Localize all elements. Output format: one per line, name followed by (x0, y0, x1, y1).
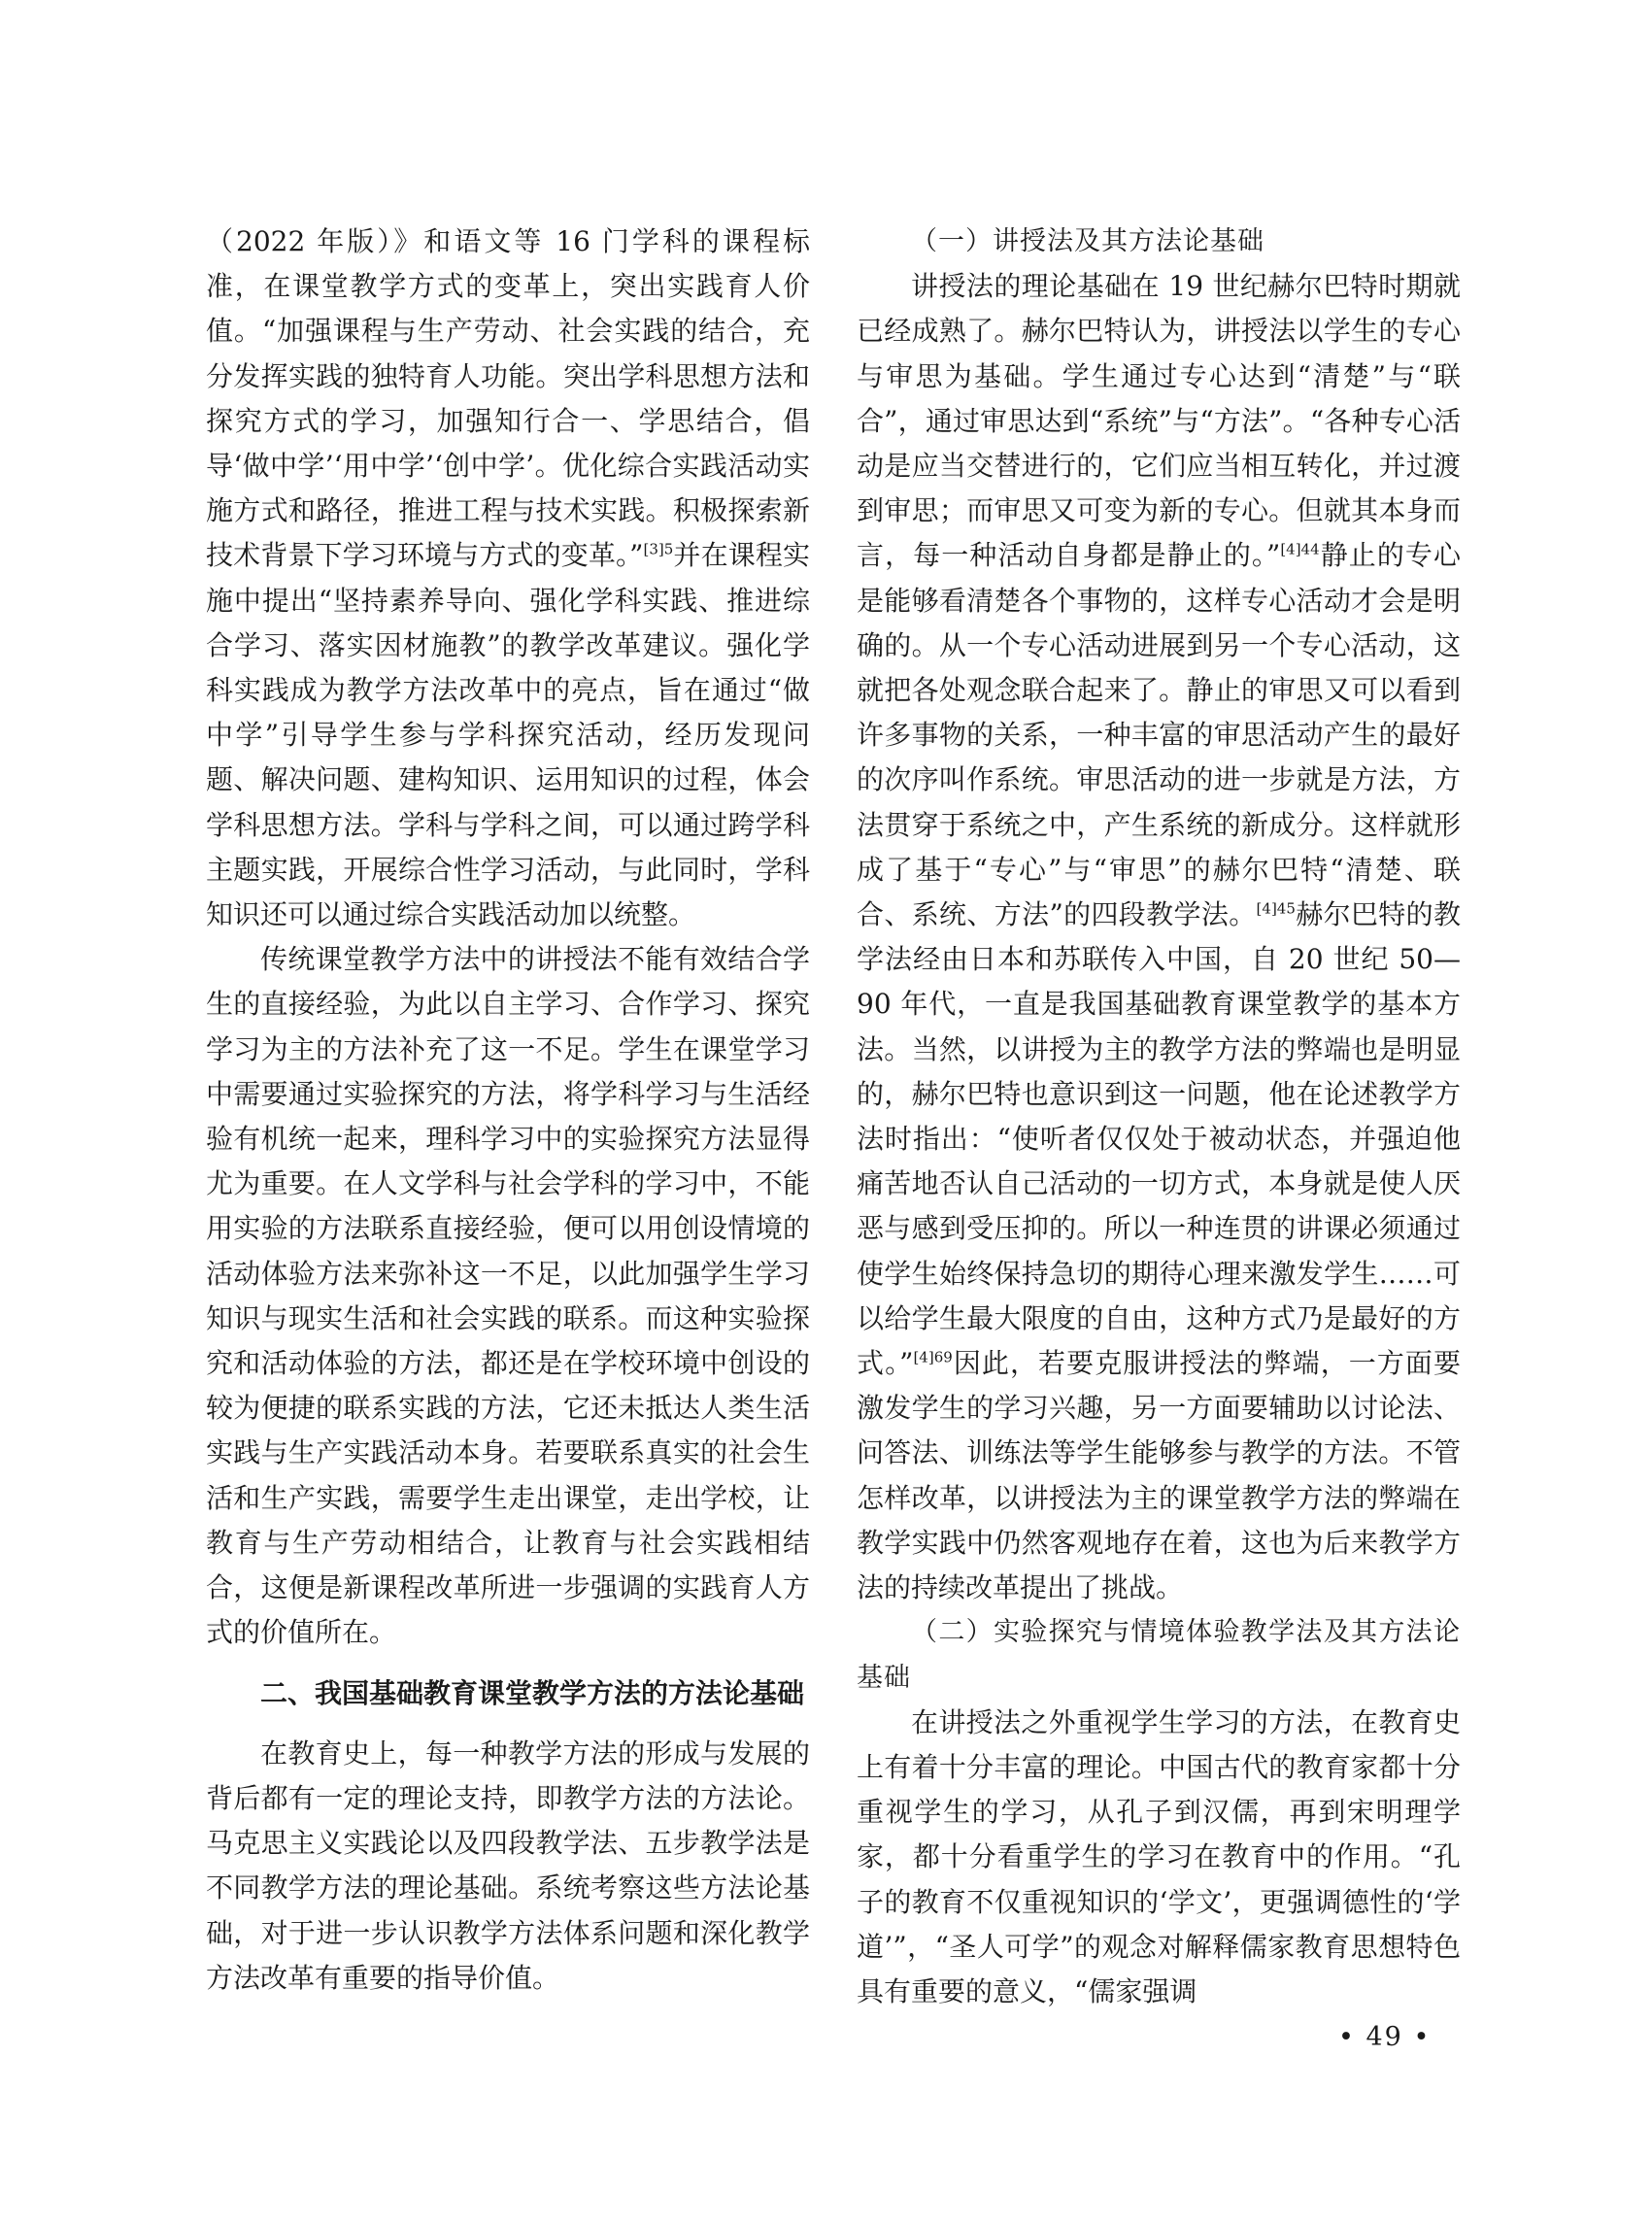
left-column (206, 219, 810, 2001)
text-segment: （2022 年版）》和语文等 16 门学科的课程标准，在课堂教学方式的变革上，突出实践育人价值。“加强课程与生产劳动、社会实践的结合，充分发挥实践的独特育人功能。突出学科思想方法和探究方式的学习，加强知行合一、学思结合，倡导‘做中学’‘用中学’‘创中学’。优化综合实践活动实施方式和路径，推进工程与技术实践。积极探索新技术背景下学习环境与方式的变革。” (206, 225, 810, 572)
text-segment: 讲授法的理论基础在 19 世纪赫尔巴特时期就已经成熟了。赫尔巴特认为，讲授法以学生的专心与审思为基础。学生通过专心达到“清楚”与“联合”，通过审思达到“系统”与“方法”。“各种专心活动是应当交替进行的，它们应当相互转化，并过渡到审思；而审思又可变为新的专心。但就其本身而言，每一种活动自身都是静止的。” (857, 270, 1461, 572)
citation-ref: [4]45 (1256, 899, 1296, 918)
right-column (857, 219, 1461, 2014)
paragraph-methodology-intro: 在教育史上，每一种教学方法的形成与发展的背后都有一定的理论支持，即教学方法的方法论。马克思主义实践论以及四段教学法、五步教学法是不同教学方法的理论基础。系统考察这些方法论基础，对于进一步认识教学方法体系问题和深化教学方法改革有重要的指导价值。 (206, 1736, 810, 1994)
citation-ref: [4]44 (1280, 541, 1320, 559)
paragraph-student-learning-history: 在讲授法之外重视学生学习的方法，在教育史上有着十分丰富的理论。中国古代的教育家都十分重视学生的学习，从孔子到汉儒，再到宋明理学家，都十分看重学生的学习在教育中的作用。“孔子的教育不仅重视知识的‘学文’，更强调德性的‘学道’”，“圣人可学”的观念对解释儒家教育思想特色具有重要的意义，“儒家强调 (857, 1705, 1461, 2007)
text-segment: 并在课程实施中提出“坚持素养导向、强化学科实践、推进综合学习、落实因材施教”的教学改革建议。强化学科实践成为教学方法改革中的亮点，旨在通过“做中学”引导学生参与学科探究活动，经历发现问题、解决问题、建构知识、运用知识的过程，体会学科思想方法。学科与学科之间，可以通过跨学科主题实践，开展综合性学习活动，与此同时，学科知识还可以通过综合实践活动加以统整。 (206, 539, 810, 931)
paragraph-curriculum-standards (206, 219, 810, 937)
text-segment: 因此，若要克服讲授法的弊端，一方面要激发学生的学习兴趣，另一方面要辅助以讨论法、问答法、训练法等学生能够参与教学的方法。不管怎样改革，以讲授法为主的课堂教学方法的弊端在教学实践中仍然客观地存在着，这也为后来教学方法的持续改革提出了挑战。 (857, 1347, 1461, 1604)
page-number: • 49 • (1338, 2022, 1432, 2052)
paragraph-lecture-method-limits: 传统课堂教学方法中的讲授法不能有效结合学生的直接经验，为此以自主学习、合作学习、探究学习为主的方法补充了这一不足。学生在课堂学习中需要通过实验探究的方法，将学科学习与生活经验有机统一起来，理科学习中的实验探究方法显得尤为重要。在人文学科与社会学科的学习中，不能用实验的方法联系直接经验，便可以用创设情境的活动体验方法来弥补这一不足，以此加强学生学习知识与现实生活和社会实践的联系。而这种实验探究和活动体验的方法，都还是在学校环境中创设的较为便捷的联系实践的方法，它还未抵达人类生活实践与生产实践活动本身。若要联系真实的社会生活和生产实践，需要学生走出课堂，走出学校，让教育与生产劳动相结合，让教育与社会实践相结合，这便是新课程改革所进一步强调的实践育人方式的价值所在。 (206, 943, 810, 1649)
text-segment: 静止的专心是能够看清楚各个事物的，这样专心活动才会是明确的。从一个专心活动进展到另一个专心活动，这就把各处观念联合起来了。静止的审思又可以看到许多事物的关系，一种丰富的审思活动产生的最好的次序叫作系统。审思活动的进一步就是方法，方法贯穿于系统之中，产生系统的新成分。这样就形成了基于“专心”与“审思”的赫尔巴特“清楚、联合、系统、方法”的四段教学法。 (857, 539, 1461, 931)
subheading-lecture-method: （一）讲授法及其方法论基础 (911, 226, 1264, 256)
citation-ref: [4]69 (913, 1348, 953, 1366)
section-heading-methodology: 二、我国基础教育课堂教学方法的方法论基础 (260, 1676, 805, 1709)
text-segment: 赫尔巴特的教学法经由日本和苏联传入中国，自 20 世纪 50—90 年代，一直是我国基础教育课堂教学的基本方法。当然，以讲授为主的教学方法的弊端也是明显的，赫尔巴特也意识到这一问题，他在论述教学方法时指出：“使听者仅仅处于被动状态，并强迫他痛苦地否认自己活动的一切方式，本身就是使人厌恶与感到受压抑的。所以一种连贯的讲课必须通过使学生始终保持急切的期待心理来激发学生……可以给学生最大限度的自由，这种方式乃是最好的方式。” (857, 898, 1461, 1380)
paragraph-herbart-theory (857, 264, 1461, 1610)
citation-ref: [3]5 (643, 541, 674, 559)
subheading-experiment-method: （二）实验探究与情境体验教学法及其方法论基础 (857, 1617, 1461, 1693)
